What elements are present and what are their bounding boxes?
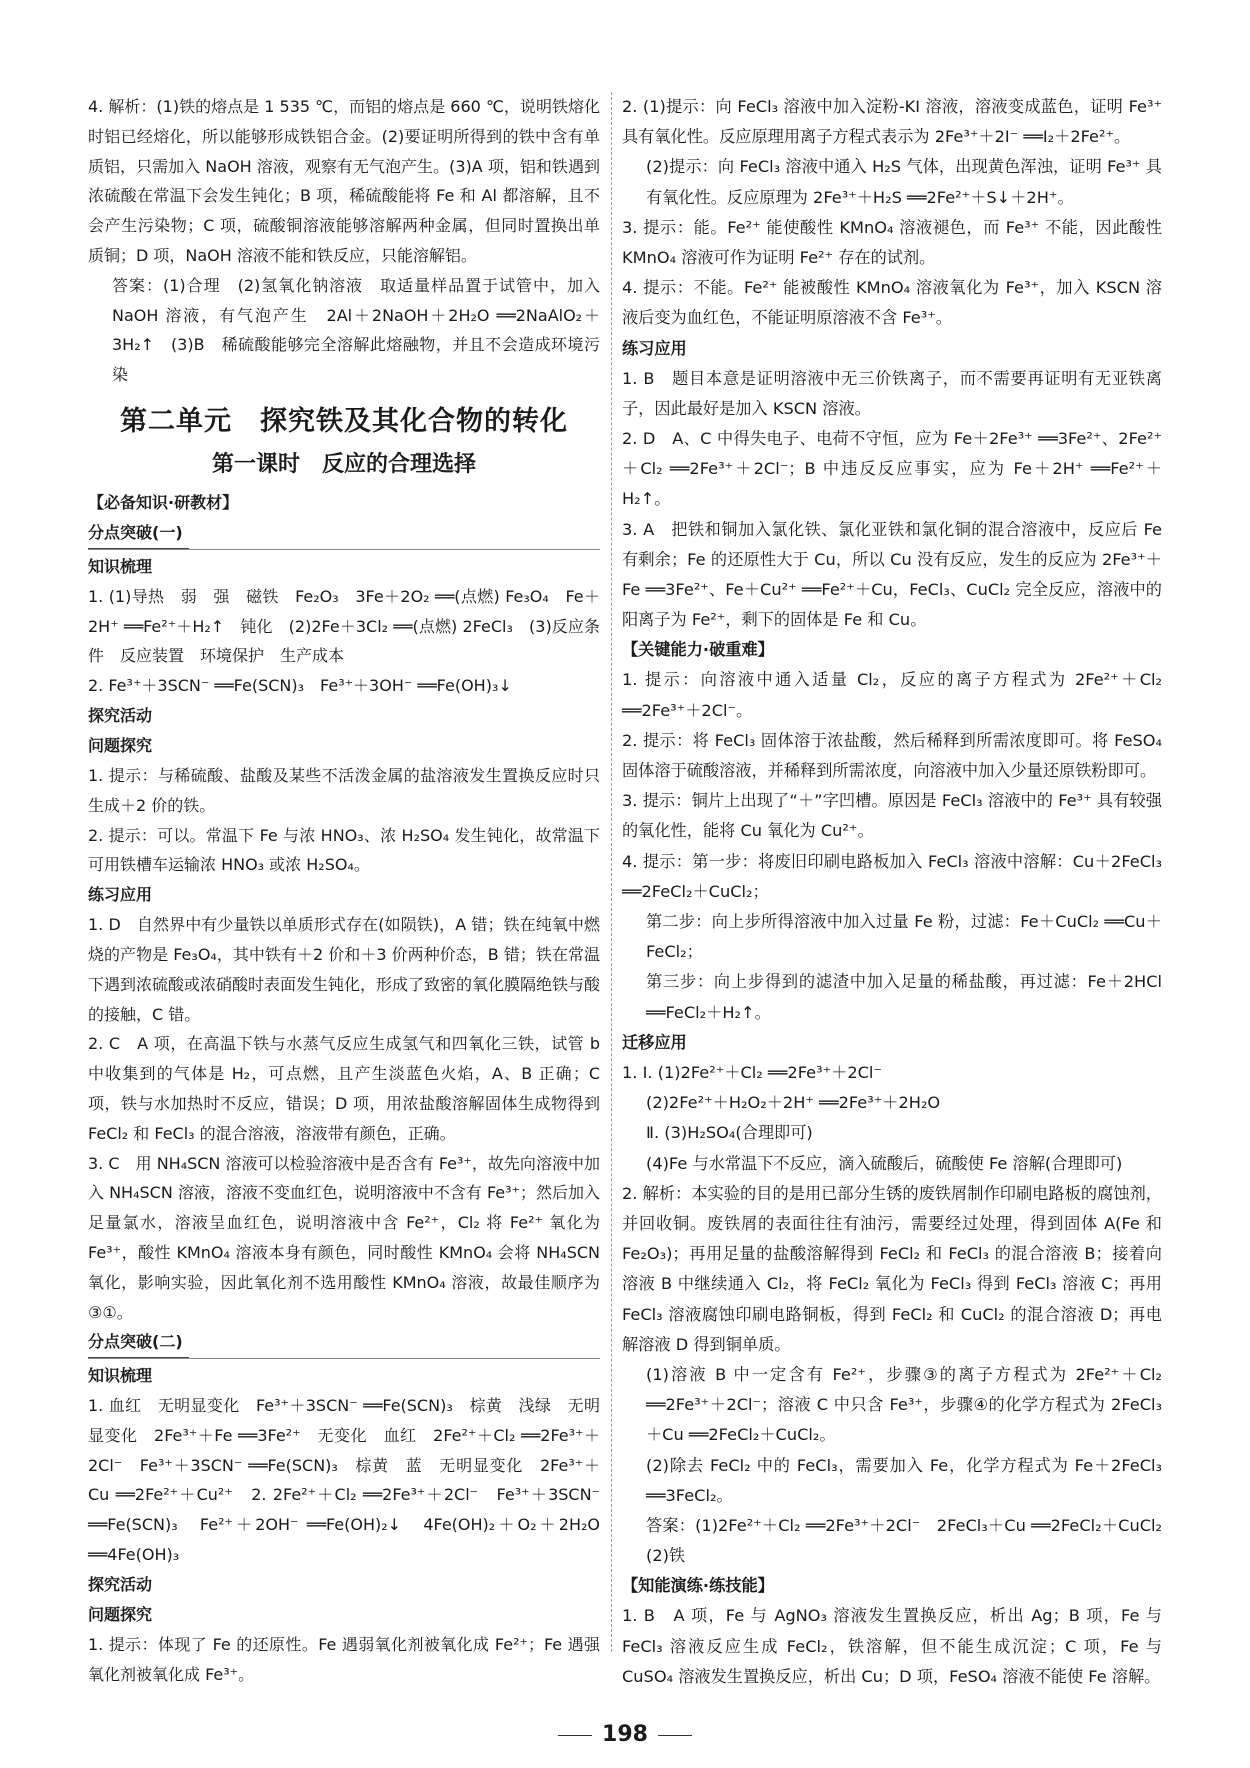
paragraph: 4. 解析：(1)铁的熔点是 1 535 ℃，而铝的熔点是 660 ℃，说明铁熔化时铝已经熔化，所以能够形成铁铝合金。(2)要证明所得到的铁中含有单质铝，只需加入 NaOH 溶液，观察有无气泡产生。(3)A 项，铝和铁遇到浓硫酸在常温下会发生钝化；B 项，稀硫酸能将 Fe 和 Al 都溶解，且不会产生污染物；C 项，硫酸铜溶液能够溶解两种金属，但同时置换出单质铜；D 项，NaOH 溶液不能和铁反应，只能溶解铝。: [88, 97, 600, 265]
paragraph: 4. 提示：第一步：将废旧印刷电路板加入 FeCl₃ 溶液中溶解：Cu＋2FeCl₃ ══2FeCl₂＋CuCl₂；: [622, 851, 1162, 901]
paragraph: 第三步：向上步得到的滤渣中加入足量的稀盐酸，再过滤：Fe＋2HCl ══FeCl₂＋H₂↑。: [646, 972, 1162, 1022]
section-subheading: [88, 1327, 600, 1359]
subheading-text: 分点突破(二): [88, 1327, 189, 1358]
unit-title: 第二单元 探究铁及其化合物的转化: [120, 405, 568, 437]
paragraph: 1. (1)导热 弱 强 磁铁 Fe₂O₃ 3Fe＋2O₂ ══(点燃) Fe₃O₄ Fe＋2H⁺ ══Fe²⁺＋H₂↑ 钝化 (2)2Fe＋3Cl₂ ══(点燃) 2FeCl₃ (3)反应条件 反应装置 环境保护 生产成本: [88, 586, 600, 666]
paragraph: (1)溶液 B 中一定含有 Fe²⁺，步骤③的离子方程式为 2Fe²⁺＋Cl₂ ══2Fe³⁺＋2Cl⁻；溶液 C 中只含 Fe³⁺，步骤④的化学方程式为 2FeCl₃＋Cu ══2FeCl₂＋CuCl₂。: [646, 1364, 1162, 1445]
paragraph: 第二步：向上步所得溶液中加入过量 Fe 粉，过滤：Fe＋CuCl₂ ══Cu＋FeCl₂；: [646, 912, 1162, 962]
paragraph: (4)Fe 与水常温下不反应，滴入硫酸后，硫酸使 Fe 溶解(合理即可): [646, 1153, 1123, 1173]
paragraph: 2. 提示：将 FeCl₃ 固体溶于浓盐酸，然后稀释到所需浓度即可。将 FeSO₄ 固体溶于硫酸溶液，并稀释到所需浓度，向溶液中加入少量还原铁粉即可。: [622, 730, 1162, 781]
paragraph: 2. (1)提示：向 FeCl₃ 溶液中加入淀粉-KI 溶液，溶液变成蓝色，证明 Fe³⁺ 具有氧化性。反应原理用离子方程式表示为 2Fe³⁺＋2I⁻ ══I₂＋2Fe²⁺。: [622, 97, 1162, 147]
footer-rule-right: [658, 1735, 692, 1736]
section-heading: 探究活动: [88, 1574, 153, 1594]
subheading-text: 分点突破(一): [88, 518, 189, 549]
right-column: [622, 92, 1179, 1692]
section-heading: 知识梳理: [88, 1366, 153, 1386]
paragraph: 1. B A 项，Fe 与 AgNO₃ 溶液发生置换反应，析出 Ag；B 项，Fe 与 FeCl₃ 溶液反应生成 FeCl₂，铁溶解，但不能生成沉淀；C 项，Fe 与 CuSO₄ 溶液发生置换反应，析出 Cu；D 项，FeSO₄ 溶液不能使 Fe 溶解。: [622, 1606, 1162, 1686]
section-heading: 探究活动: [88, 705, 153, 725]
paragraph: 答案：(1)2Fe²⁺＋Cl₂ ══2Fe³⁺＋2Cl⁻ 2FeCl₃＋Cu ══2FeCl₂＋CuCl₂ (2)铁: [646, 1515, 1179, 1566]
section-heading: 【知能演练·练技能】: [622, 1576, 774, 1596]
paragraph: 3. C 用 NH₄SCN 溶液可以检验溶液中是否含有 Fe³⁺，故先向溶液中加入 NH₄SCN 溶液，溶液不变血红色，说明溶液中不含有 Fe³⁺；然后加入足量氯水，溶液呈血红色，说明溶液中含 Fe²⁺，Cl₂ 将 Fe²⁺ 氧化为 Fe³⁺，酸性 KMnO₄ 溶液本身有颜色，同时酸性 KMnO₄ 会将 NH₄SCN 氧化，影响实验，因此氧化剂不选用酸性 KMnO₄ 溶液，故最佳顺序为③①。: [88, 1153, 601, 1322]
paragraph: 4. 提示：不能。Fe²⁺ 能被酸性 KMnO₄ 溶液氧化为 Fe³⁺，加入 KSCN 溶液后变为血红色，不能证明原溶液不含 Fe³⁺。: [622, 278, 1162, 328]
paragraph: 2. Fe³⁺＋3SCN⁻ ══Fe(SCN)₃ Fe³⁺＋3OH⁻ ══Fe(OH)₃↓: [88, 676, 512, 696]
paragraph: (2)除去 FeCl₂ 中的 FeCl₃，需要加入 Fe，化学方程式为 Fe＋2FeCl₃ ══3FeCl₂。: [646, 1455, 1162, 1505]
paragraph: 3. 提示：能。Fe²⁺ 能使酸性 KMnO₄ 溶液褪色，而 Fe³⁺ 不能，因此酸性 KMnO₄ 溶液可作为证明 Fe²⁺ 存在的试剂。: [622, 217, 1162, 268]
paragraph: (2)提示：向 FeCl₃ 溶液中通入 H₂S 气体，出现黄色浑浊，证明 Fe³⁺ 具有氧化性。反应原理为 2Fe³⁺＋H₂S ══2Fe²⁺＋S↓＋2H⁺。: [646, 157, 1162, 207]
section-heading: 问题探究: [88, 735, 153, 755]
section-heading: 【关键能力·破重难】: [622, 640, 774, 660]
paragraph: 2. D A、C 中得失电子、电荷不守恒，应为 Fe＋2Fe³⁺ ══3Fe²⁺、2Fe²⁺＋Cl₂ ══2Fe³⁺＋2Cl⁻；B 中违反反应事实，应为 Fe＋2H⁺ ══Fe²⁺＋H₂↑。: [622, 429, 1162, 509]
paragraph: 2. 提示：可以。常温下 Fe 与浓 HNO₃、浓 H₂SO₄ 发生钝化，故常温下可用铁槽车运输浓 HNO₃ 或浓 H₂SO₄。: [88, 825, 600, 875]
section-heading: 练习应用: [88, 885, 153, 905]
section-heading: 迁移应用: [622, 1032, 687, 1052]
paragraph: 1. B 题目本意是证明溶液中无三价铁离子，而不需要再证明有无亚铁离子，因此最好是加入 KSCN 溶液。: [622, 368, 1162, 418]
paragraph: 1. 提示：与稀硫酸、盐酸及某些不活泼金属的盐溶液发生置换反应时只生成＋2 价的铁。: [88, 765, 600, 815]
section-heading: 练习应用: [622, 338, 687, 358]
section-heading: 问题探究: [88, 1604, 153, 1624]
paragraph: 1. 提示：向溶液中通入适量 Cl₂，反应的离子方程式为 2Fe²⁺＋Cl₂ ══2Fe³⁺＋2Cl⁻。: [622, 670, 1162, 720]
paragraph: 答案：(1)合理 (2)氢氧化钠溶液 取适量样品置于试管中，加入 NaOH 溶液，有气泡产生 2Al＋2NaOH＋2H₂O ══2NaAlO₂＋3H₂↑ (3)B 稀硫酸能够完全溶解此熔融物，并且不会造成环境污染: [112, 275, 600, 385]
section-subheading: [88, 518, 600, 550]
paragraph: 2. 解析：本实验的目的是用已部分生锈的废铁屑制作印刷电路板的腐蚀剂，并回收铜。废铁屑的表面往往有油污，需要经过处理，得到固体 A(Fe 和 Fe₂O₃)；再用足量的盐酸溶解得到 FeCl₂ 和 FeCl₃ 的混合溶液 B；接着向溶液 B 中继续通入 Cl₂，将 FeCl₂ 氧化为 FeCl₃ 得到 FeCl₃ 溶液 C；再用 FeCl₃ 溶液腐蚀印刷电路铜板，得到 FeCl₂ 和 CuCl₂ 的混合溶液 D；再电解溶液 D 得到铜单质。: [622, 1183, 1162, 1354]
page-number-footer: [0, 1722, 1250, 1747]
paragraph: 1. 提示：体现了 Fe 的还原性。Fe 遇弱氧化剂被氧化成 Fe²⁺；Fe 遇强氧化剂被氧化成 Fe³⁺。: [88, 1634, 600, 1684]
lesson-title: 第一课时 反应的合理选择: [211, 451, 476, 477]
paragraph: 2. C A 项，在高温下铁与水蒸气反应生成氢气和四氧化三铁，试管 b 中收集到的气体是 H₂，可点燃，且产生淡蓝色火焰，A、B 正确；C 项，铁与水加热时不反应，错误；D 项，用浓盐酸溶解固体生成物得到 FeCl₂ 和 FeCl₃ 的混合溶液，溶液带有颜色，正确。: [88, 1034, 600, 1143]
column-divider: [611, 92, 612, 1652]
paragraph: 1. Ⅰ. (1)2Fe²⁺＋Cl₂ ══2Fe³⁺＋2Cl⁻: [622, 1062, 882, 1082]
paragraph: 3. 提示：铜片上出现了“＋”字凹槽。原因是 FeCl₃ 溶液中的 Fe³⁺ 具有较强的氧化性，能将 Cu 氧化为 Cu²⁺。: [622, 791, 1162, 841]
paragraph: 3. A 把铁和铜加入氯化铁、氯化亚铁和氯化铜的混合溶液中，反应后 Fe 有剩余；Fe 的还原性大于 Cu，所以 Cu 没有反应，发生的反应为 2Fe³⁺＋Fe ══3Fe²⁺、Fe＋Cu²⁺ ══Fe²⁺＋Cu，FeCl₃、CuCl₂ 完全反应，溶液中的阳离子为 Fe²⁺，剩下的固体是 Fe 和 Cu。: [622, 519, 1162, 630]
footer-rule-left: [558, 1735, 592, 1736]
paragraph: 1. D 自然界中有少量铁以单质形式存在(如陨铁)，A 错；铁在纯氧中燃烧的产物是 Fe₃O₄，其中铁有＋2 价和＋3 价两种价态，B 错；铁在常温下遇到浓硫酸或浓硝酸时表面发生钝化，形成了致密的氧化膜隔绝铁与酸的接触，C 错。: [88, 915, 601, 1024]
left-column: [88, 92, 600, 1689]
paragraph: 1. 血红 无明显变化 Fe³⁺＋3SCN⁻ ══Fe(SCN)₃ 棕黄 浅绿 无明显变化 2Fe³⁺＋Fe ══3Fe²⁺ 无变化 血红 2Fe²⁺＋Cl₂ ══2Fe³⁺＋2Cl⁻ Fe³⁺＋3SCN⁻ ══Fe(SCN)₃ 棕黄 蓝 无明显变化 2Fe³⁺＋Cu ══2Fe²⁺＋Cu²⁺ 2. 2Fe²⁺＋Cl₂ ══2Fe³⁺＋2Cl⁻ Fe³⁺＋3SCN⁻ ══Fe(SCN)₃ Fe²⁺＋2OH⁻ ══Fe(OH)₂↓ 4Fe(OH)₂＋O₂＋2H₂O ══4Fe(OH)₃: [88, 1396, 600, 1565]
paragraph: (2)2Fe²⁺＋H₂O₂＋2H⁺ ══2Fe³⁺＋2H₂O: [646, 1093, 941, 1113]
page-number: 198: [602, 1722, 648, 1747]
section-heading: 【必备知识·研教材】: [88, 492, 239, 512]
paragraph: Ⅱ. (3)H₂SO₄(合理即可): [646, 1123, 813, 1143]
section-heading: 知识梳理: [88, 556, 153, 576]
